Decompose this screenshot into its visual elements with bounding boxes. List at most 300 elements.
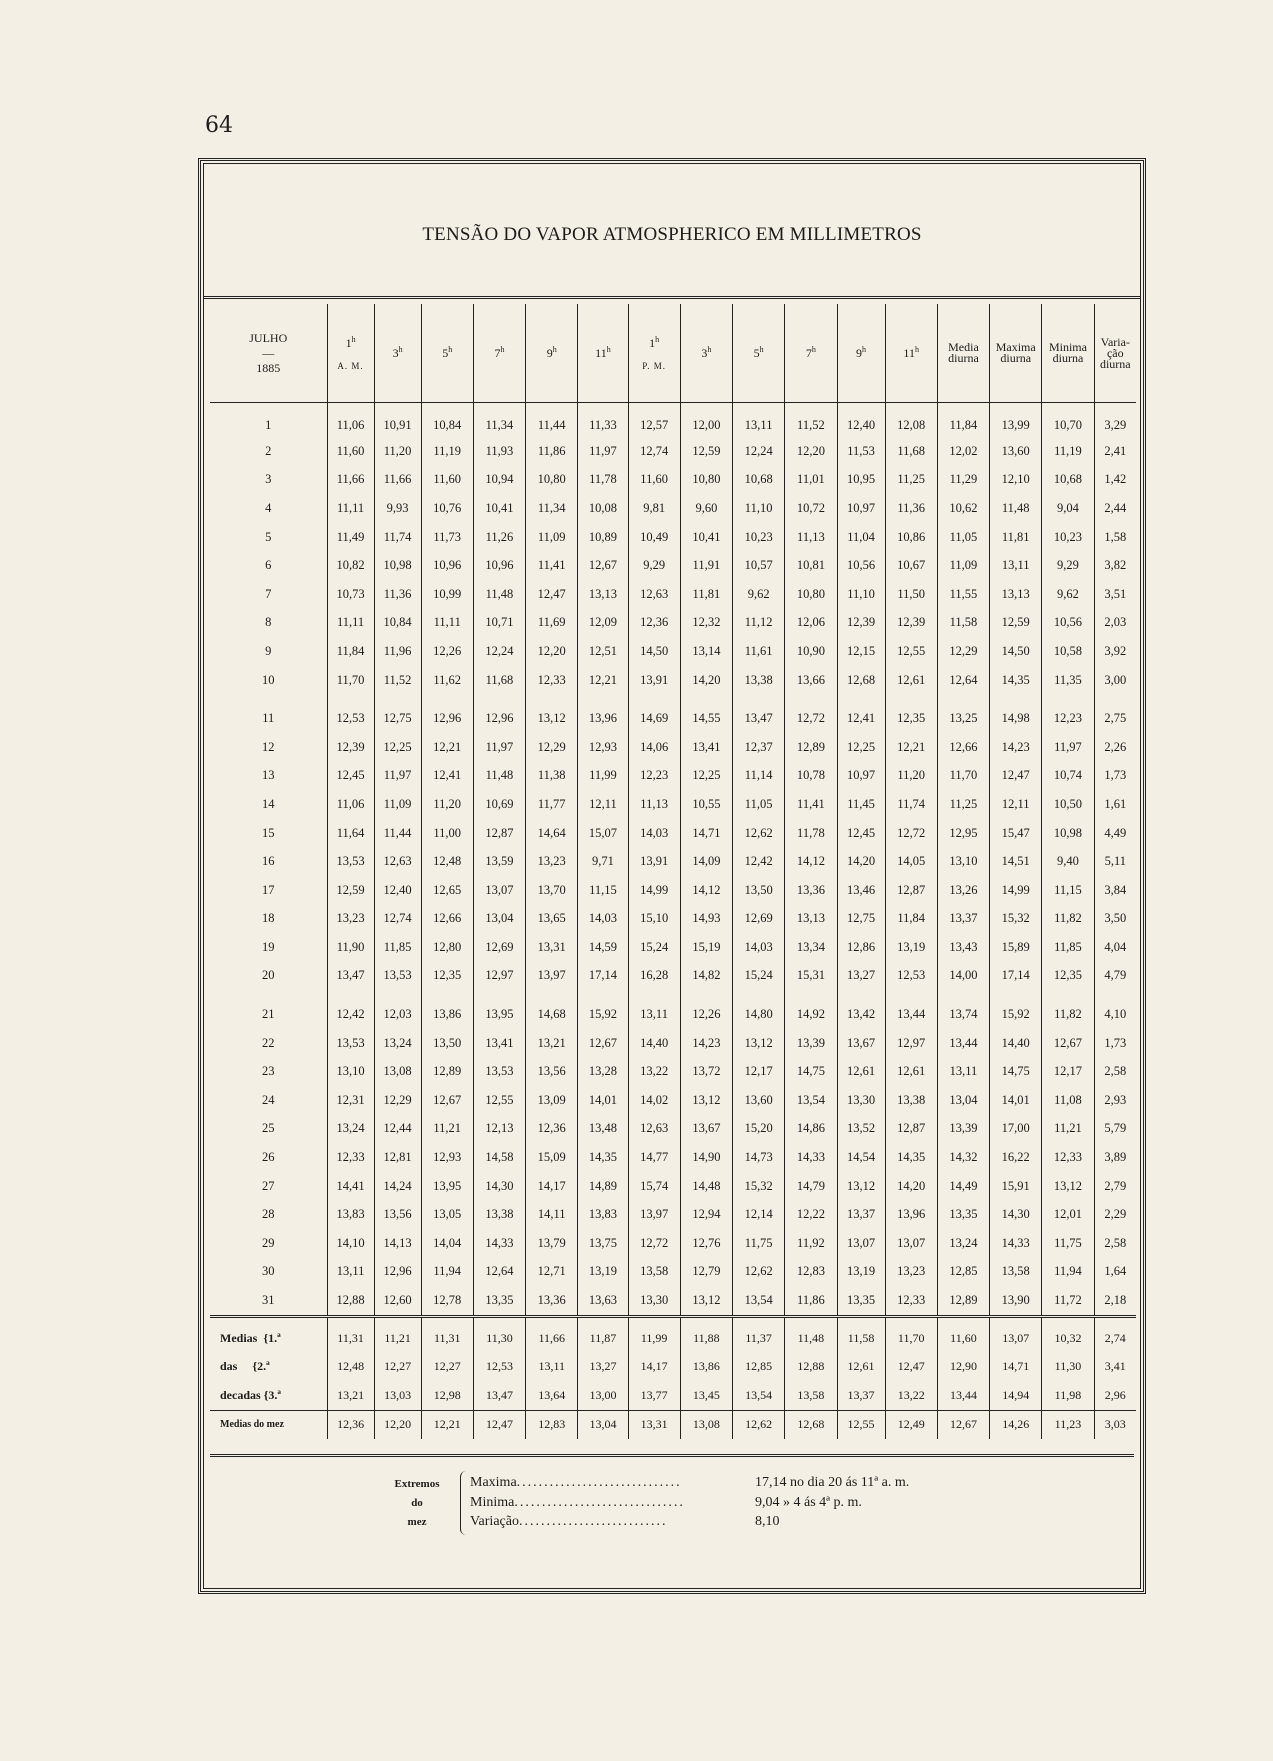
table-cell: 10,55 <box>680 790 732 819</box>
table-cell: 2,03 <box>1094 609 1136 638</box>
table-cell: 11,85 <box>374 933 421 962</box>
table-cell: 11,36 <box>885 494 937 523</box>
table-cell: 13,12 <box>680 1286 732 1316</box>
table-cell: 3,82 <box>1094 551 1136 580</box>
table-cell: 10,23 <box>733 523 785 552</box>
table-cell: 11,70 <box>885 1316 937 1352</box>
table-cell: 13,21 <box>526 1029 578 1058</box>
table-cell: 14,89 <box>578 1172 628 1201</box>
day-cell: 14 <box>262 796 275 811</box>
table-cell: 13,04 <box>578 1410 628 1439</box>
table-cell: 12,66 <box>937 733 989 762</box>
table-cell: 11,92 <box>785 1229 837 1258</box>
table-cell: 11,77 <box>526 790 578 819</box>
table-cell: 13,37 <box>937 905 989 934</box>
table-cell: 11,84 <box>937 403 989 438</box>
table-cell: 12,90 <box>937 1352 989 1381</box>
table-cell: 11,99 <box>628 1316 680 1352</box>
table-cell: 13,13 <box>990 580 1042 609</box>
table-cell: 11,20 <box>885 762 937 791</box>
table-cell: 11,53 <box>837 437 885 466</box>
table-cell: 11,05 <box>733 790 785 819</box>
table-cell: 14,82 <box>680 962 732 991</box>
table-cell: 11,81 <box>990 523 1042 552</box>
table-cell: 9,62 <box>733 580 785 609</box>
table-row <box>210 762 1136 791</box>
table-cell: 13,05 <box>421 1200 473 1229</box>
table-cell: 11,86 <box>526 437 578 466</box>
table-cell: 9,81 <box>628 494 680 523</box>
table-cell: 11,78 <box>785 819 837 848</box>
table-cell: 14,33 <box>473 1229 525 1258</box>
table-cell: 10,69 <box>473 790 525 819</box>
table-cell: 13,39 <box>785 1029 837 1058</box>
table-cell: 12,31 <box>327 1086 374 1115</box>
table-cell: 1,58 <box>1094 523 1136 552</box>
table-cell: 13,53 <box>374 962 421 991</box>
table-cell: 15,92 <box>578 1000 628 1029</box>
table-cell: 10,41 <box>473 494 525 523</box>
table-cell: 12,39 <box>837 609 885 638</box>
table-cell: 11,64 <box>327 819 374 848</box>
table-cell: 12,29 <box>374 1086 421 1115</box>
table-cell: 13,46 <box>837 876 885 905</box>
table-cell: 14,80 <box>733 1000 785 1029</box>
medias-decadas-row <box>210 1352 1136 1381</box>
table-cell: 13,12 <box>837 1172 885 1201</box>
table-cell: 13,30 <box>837 1086 885 1115</box>
table-cell: 13,95 <box>421 1172 473 1201</box>
table-cell: 13,42 <box>837 1000 885 1029</box>
table-row <box>210 1258 1136 1287</box>
table-cell: 15,07 <box>578 819 628 848</box>
table-cell: 12,61 <box>837 1057 885 1086</box>
table-cell: 11,31 <box>327 1316 374 1352</box>
table-cell: 11,41 <box>785 790 837 819</box>
table-cell: 12,83 <box>785 1258 837 1287</box>
table-cell: 13,25 <box>937 704 989 733</box>
table-cell: 12,65 <box>421 876 473 905</box>
table-cell: 12,25 <box>374 733 421 762</box>
table-cell: 11,70 <box>327 666 374 695</box>
table-cell: 11,66 <box>374 466 421 495</box>
table-cell: 13,08 <box>374 1057 421 1086</box>
table-cell: 12,01 <box>1042 1200 1094 1229</box>
table-cell: 13,31 <box>526 933 578 962</box>
table-cell: 13,22 <box>885 1381 937 1410</box>
table-cell: 14,24 <box>374 1172 421 1201</box>
table-cell: 12,66 <box>421 905 473 934</box>
table-row <box>210 1115 1136 1144</box>
table-cell: 17,14 <box>990 962 1042 991</box>
table-cell: 12,89 <box>785 733 837 762</box>
table-cell: 12,03 <box>374 1000 421 1029</box>
table-cell: 12,21 <box>421 1410 473 1439</box>
table-cell: 11,09 <box>937 551 989 580</box>
table-cell: 11,23 <box>1042 1410 1094 1439</box>
table-cell: 15,10 <box>628 905 680 934</box>
table-cell: 12,32 <box>680 609 732 638</box>
table-cell: 13,30 <box>628 1286 680 1316</box>
table-cell: 12,21 <box>421 733 473 762</box>
table-cell: 14,11 <box>526 1200 578 1229</box>
table-cell: 14,23 <box>990 733 1042 762</box>
table-cell: 4,10 <box>1094 1000 1136 1029</box>
table-cell: 12,67 <box>578 1029 628 1058</box>
table-cell: 11,10 <box>837 580 885 609</box>
table-cell: 13,19 <box>578 1258 628 1287</box>
table-cell: 9,62 <box>1042 580 1094 609</box>
table-cell: 14,40 <box>628 1029 680 1058</box>
table-cell: 9,93 <box>374 494 421 523</box>
table-cell: 12,53 <box>327 704 374 733</box>
table-cell: 5,11 <box>1094 847 1136 876</box>
table-cell: 15,91 <box>990 1172 1042 1201</box>
table-cell: 13,59 <box>473 847 525 876</box>
table-cell: 12,96 <box>374 1258 421 1287</box>
table-cell: 15,24 <box>628 933 680 962</box>
table-cell: 15,19 <box>680 933 732 962</box>
table-cell: 13,04 <box>473 905 525 934</box>
table-cell: 12,21 <box>885 733 937 762</box>
table-cell: 14,92 <box>785 1000 837 1029</box>
table-cell: 13,74 <box>937 1000 989 1029</box>
table-cell: 10,50 <box>1042 790 1094 819</box>
table-cell: 10,74 <box>1042 762 1094 791</box>
table-cell: 11,09 <box>374 790 421 819</box>
table-cell: 12,37 <box>733 733 785 762</box>
table-row <box>210 876 1136 905</box>
table-row <box>210 790 1136 819</box>
table-cell: 11,84 <box>885 905 937 934</box>
table-cell: 13,00 <box>578 1381 628 1410</box>
table-cell: 11,35 <box>1042 666 1094 695</box>
day-cell: 28 <box>262 1207 275 1222</box>
table-cell: 12,44 <box>374 1115 421 1144</box>
table-cell: 10,84 <box>421 403 473 438</box>
table-cell: 12,51 <box>578 637 628 666</box>
header-variacao: Varia-ção diurna <box>1094 304 1136 403</box>
table-cell: 12,11 <box>990 790 1042 819</box>
table-cell: 10,98 <box>1042 819 1094 848</box>
table-cell: 2,74 <box>1094 1316 1136 1352</box>
table-cell: 16,28 <box>628 962 680 991</box>
table-cell: 11,73 <box>421 523 473 552</box>
table-cell: 14,99 <box>628 876 680 905</box>
table-cell: 14,59 <box>578 933 628 962</box>
table-cell: 13,07 <box>837 1229 885 1258</box>
table-cell: 11,85 <box>1042 933 1094 962</box>
table-cell: 14,17 <box>628 1352 680 1381</box>
table-cell: 13,56 <box>374 1200 421 1229</box>
day-cell: 29 <box>262 1235 275 1250</box>
table-cell: 11,88 <box>680 1316 732 1352</box>
table-cell: 11,60 <box>421 466 473 495</box>
day-cell: 12 <box>262 739 275 754</box>
table-cell: 9,71 <box>578 847 628 876</box>
table-cell: 11,52 <box>374 666 421 695</box>
table-cell: 11,70 <box>937 762 989 791</box>
table-cell: 11,11 <box>327 609 374 638</box>
header-maxima: Maxima diurna <box>990 304 1042 403</box>
table-cell: 11,37 <box>733 1316 785 1352</box>
table-cell: 11,45 <box>837 790 885 819</box>
table-cell: 13,95 <box>473 1000 525 1029</box>
header-minima: Minima diurna <box>1042 304 1094 403</box>
table-cell: 13,26 <box>937 876 989 905</box>
table-cell: 13,38 <box>733 666 785 695</box>
month-label: JULHO <box>249 330 288 345</box>
table-cell: 11,86 <box>785 1286 837 1316</box>
table-cell: 15,92 <box>990 1000 1042 1029</box>
table-cell: 11,75 <box>1042 1229 1094 1258</box>
table-cell: 11,48 <box>785 1316 837 1352</box>
table-row <box>210 1086 1136 1115</box>
table-cell: 11,60 <box>327 437 374 466</box>
table-cell: 11,61 <box>733 637 785 666</box>
table-cell: 1,73 <box>1094 762 1136 791</box>
medias-decadas-row <box>210 1316 1136 1352</box>
table-cell: 12,11 <box>578 790 628 819</box>
medias-decadas-block <box>210 1316 1136 1439</box>
table-cell: 14,98 <box>990 704 1042 733</box>
day-cell: 5 <box>265 529 272 544</box>
table-cell: 12,87 <box>885 876 937 905</box>
table-cell: 12,88 <box>327 1286 374 1316</box>
table-cell: 12,95 <box>937 819 989 848</box>
table-cell: 2,41 <box>1094 437 1136 466</box>
table-cell: 12,55 <box>837 1410 885 1439</box>
table-row <box>210 819 1136 848</box>
table-cell: 11,30 <box>1042 1352 1094 1381</box>
table-cell: 10,41 <box>680 523 732 552</box>
table-cell: 13,83 <box>578 1200 628 1229</box>
table-cell: 12,75 <box>374 704 421 733</box>
table-cell: 13,47 <box>473 1381 525 1410</box>
table-cell: 13,44 <box>937 1381 989 1410</box>
table-cell: 13,36 <box>785 876 837 905</box>
table-cell: 12,00 <box>680 403 732 438</box>
table-cell: 13,45 <box>680 1381 732 1410</box>
table-cell: 12,33 <box>526 666 578 695</box>
table-cell: 3,00 <box>1094 666 1136 695</box>
table-cell: 10,98 <box>374 551 421 580</box>
table-cell: 13,97 <box>526 962 578 991</box>
table-cell: 10,23 <box>1042 523 1094 552</box>
table-cell: 11,72 <box>1042 1286 1094 1316</box>
table-cell: 13,96 <box>885 1200 937 1229</box>
table-cell: 14,75 <box>785 1057 837 1086</box>
table-cell: 11,44 <box>374 819 421 848</box>
table-cell: 14,35 <box>578 1143 628 1172</box>
table-cell: 10,70 <box>1042 403 1094 438</box>
table-cell: 11,97 <box>374 762 421 791</box>
table-cell: 15,74 <box>628 1172 680 1201</box>
table-cell: 13,03 <box>374 1381 421 1410</box>
table-cell: 15,20 <box>733 1115 785 1144</box>
table-cell: 3,41 <box>1094 1352 1136 1381</box>
table-cell: 2,58 <box>1094 1057 1136 1086</box>
table-cell: 3,92 <box>1094 637 1136 666</box>
day-cell: 30 <box>262 1264 275 1279</box>
table-cell: 11,20 <box>421 790 473 819</box>
table-cell: 12,68 <box>837 666 885 695</box>
table-cell: 14,71 <box>680 819 732 848</box>
table-cell: 11,66 <box>526 1316 578 1352</box>
table-cell: 12,02 <box>937 437 989 466</box>
table-cell: 14,40 <box>990 1029 1042 1058</box>
table-cell: 14,09 <box>680 847 732 876</box>
table-cell: 11,58 <box>937 609 989 638</box>
table-cell: 11,34 <box>473 403 525 438</box>
table-row <box>210 847 1136 876</box>
table-cell: 13,72 <box>680 1057 732 1086</box>
table-row <box>210 666 1136 695</box>
table-cell: 12,62 <box>733 1410 785 1439</box>
table-cell: 12,26 <box>680 1000 732 1029</box>
table-row <box>210 637 1136 666</box>
table-cell: 14,75 <box>990 1057 1042 1086</box>
table-cell: 11,74 <box>374 523 421 552</box>
table-cell: 10,81 <box>785 551 837 580</box>
header-hour-11pm: 11$^h$ <box>885 304 937 403</box>
table-cell: 12,87 <box>885 1115 937 1144</box>
table-cell: 11,97 <box>1042 733 1094 762</box>
brace-icon <box>460 1471 469 1535</box>
table-cell: 13,04 <box>937 1086 989 1115</box>
table-cell: 4,79 <box>1094 962 1136 991</box>
table-cell: 11,05 <box>937 523 989 552</box>
table-cell: 11,25 <box>937 790 989 819</box>
table-cell: 10,08 <box>578 494 628 523</box>
month-dash: — <box>262 345 275 360</box>
table-cell: 13,97 <box>628 1200 680 1229</box>
table-cell: 11,10 <box>733 494 785 523</box>
table-cell: 9,04 <box>1042 494 1094 523</box>
table-cell: 13,47 <box>327 962 374 991</box>
table-cell: 2,29 <box>1094 1200 1136 1229</box>
day-cell: 19 <box>262 939 275 954</box>
table-cell: 11,12 <box>733 609 785 638</box>
day-cell: 6 <box>265 558 272 573</box>
table-cell: 12,45 <box>837 819 885 848</box>
header-hour-3am: 3$^h$ <box>374 304 421 403</box>
table-cell: 11,01 <box>785 466 837 495</box>
table-cell: 13,24 <box>374 1029 421 1058</box>
table-cell: 12,61 <box>837 1352 885 1381</box>
table-cell: 12,47 <box>473 1410 525 1439</box>
table-cell: 11,20 <box>374 437 421 466</box>
table-cell: 12,23 <box>628 762 680 791</box>
table-cell: 11,19 <box>421 437 473 466</box>
table-cell: 2,26 <box>1094 733 1136 762</box>
table-cell: 13,12 <box>733 1029 785 1058</box>
table-cell: 12,63 <box>374 847 421 876</box>
table-cell: 13,22 <box>628 1057 680 1086</box>
table-cell: 13,60 <box>733 1086 785 1115</box>
table-row <box>210 1029 1136 1058</box>
header-hour-9am: 9$^h$ <box>526 304 578 403</box>
day-cell: 4 <box>265 500 272 515</box>
table-cell: 15,32 <box>733 1172 785 1201</box>
table-cell: 4,04 <box>1094 933 1136 962</box>
table-cell: 12,80 <box>421 933 473 962</box>
table-cell: 11,58 <box>837 1316 885 1352</box>
header-hour-5am: 5$^h$ <box>421 304 473 403</box>
table-cell: 13,31 <box>628 1410 680 1439</box>
table-cell: 13,66 <box>785 666 837 695</box>
table-row <box>210 933 1136 962</box>
table-cell: 13,27 <box>578 1352 628 1381</box>
table-cell: 17,14 <box>578 962 628 991</box>
table-cell: 16,22 <box>990 1143 1042 1172</box>
table-cell: 13,58 <box>628 1258 680 1287</box>
table-cell: 11,44 <box>526 403 578 438</box>
table-row <box>210 1286 1136 1316</box>
table-cell: 4,49 <box>1094 819 1136 848</box>
table-cell: 12,97 <box>473 962 525 991</box>
table-cell: 11,14 <box>733 762 785 791</box>
table-cell: 2,18 <box>1094 1286 1136 1316</box>
table-cell: 13,77 <box>628 1381 680 1410</box>
table-cell: 10,80 <box>680 466 732 495</box>
table-cell: 13,67 <box>837 1029 885 1058</box>
table-cell: 12,74 <box>628 437 680 466</box>
table-cell: 12,29 <box>526 733 578 762</box>
table-cell: 12,21 <box>578 666 628 695</box>
table-row <box>210 523 1136 552</box>
table-cell: 12,98 <box>421 1381 473 1410</box>
table-cell: 11,48 <box>473 580 525 609</box>
table-cell: 11,97 <box>578 437 628 466</box>
table-row <box>210 1229 1136 1258</box>
table-cell: 12,29 <box>937 637 989 666</box>
table-cell: 12,10 <box>990 466 1042 495</box>
day-cell: 25 <box>262 1121 275 1136</box>
table-cell: 14,86 <box>785 1115 837 1144</box>
day-cell: 26 <box>262 1150 275 1165</box>
table-cell: 2,75 <box>1094 704 1136 733</box>
table-cell: 11,04 <box>837 523 885 552</box>
table-cell: 14,06 <box>628 733 680 762</box>
table-cell: 11,55 <box>937 580 989 609</box>
page-number: 64 <box>205 113 233 138</box>
table-cell: 12,33 <box>1042 1143 1094 1172</box>
table-cell: 12,67 <box>937 1410 989 1439</box>
table-cell: 12,61 <box>885 666 937 695</box>
day-cell: 31 <box>262 1293 275 1308</box>
day-cell: 3 <box>265 472 272 487</box>
table-cell: 13,10 <box>327 1057 374 1086</box>
table-row <box>210 609 1136 638</box>
table-cell: 11,97 <box>473 733 525 762</box>
table-cell: 12,08 <box>885 403 937 438</box>
table-cell: 10,78 <box>785 762 837 791</box>
table-cell: 12,64 <box>937 666 989 695</box>
table-cell: 12,63 <box>628 580 680 609</box>
table-cell: 12,13 <box>473 1115 525 1144</box>
table-cell: 13,38 <box>473 1200 525 1229</box>
table-cell: 14,01 <box>578 1086 628 1115</box>
table-cell: 3,51 <box>1094 580 1136 609</box>
table-cell: 11,78 <box>578 466 628 495</box>
table-cell: 12,83 <box>526 1410 578 1439</box>
table-cell: 10,82 <box>327 551 374 580</box>
header-hour-1pm: 1$^h$ P. M. <box>628 304 680 403</box>
table-cell: 10,68 <box>1042 466 1094 495</box>
table-cell: 11,50 <box>885 580 937 609</box>
table-cell: 12,67 <box>1042 1029 1094 1058</box>
